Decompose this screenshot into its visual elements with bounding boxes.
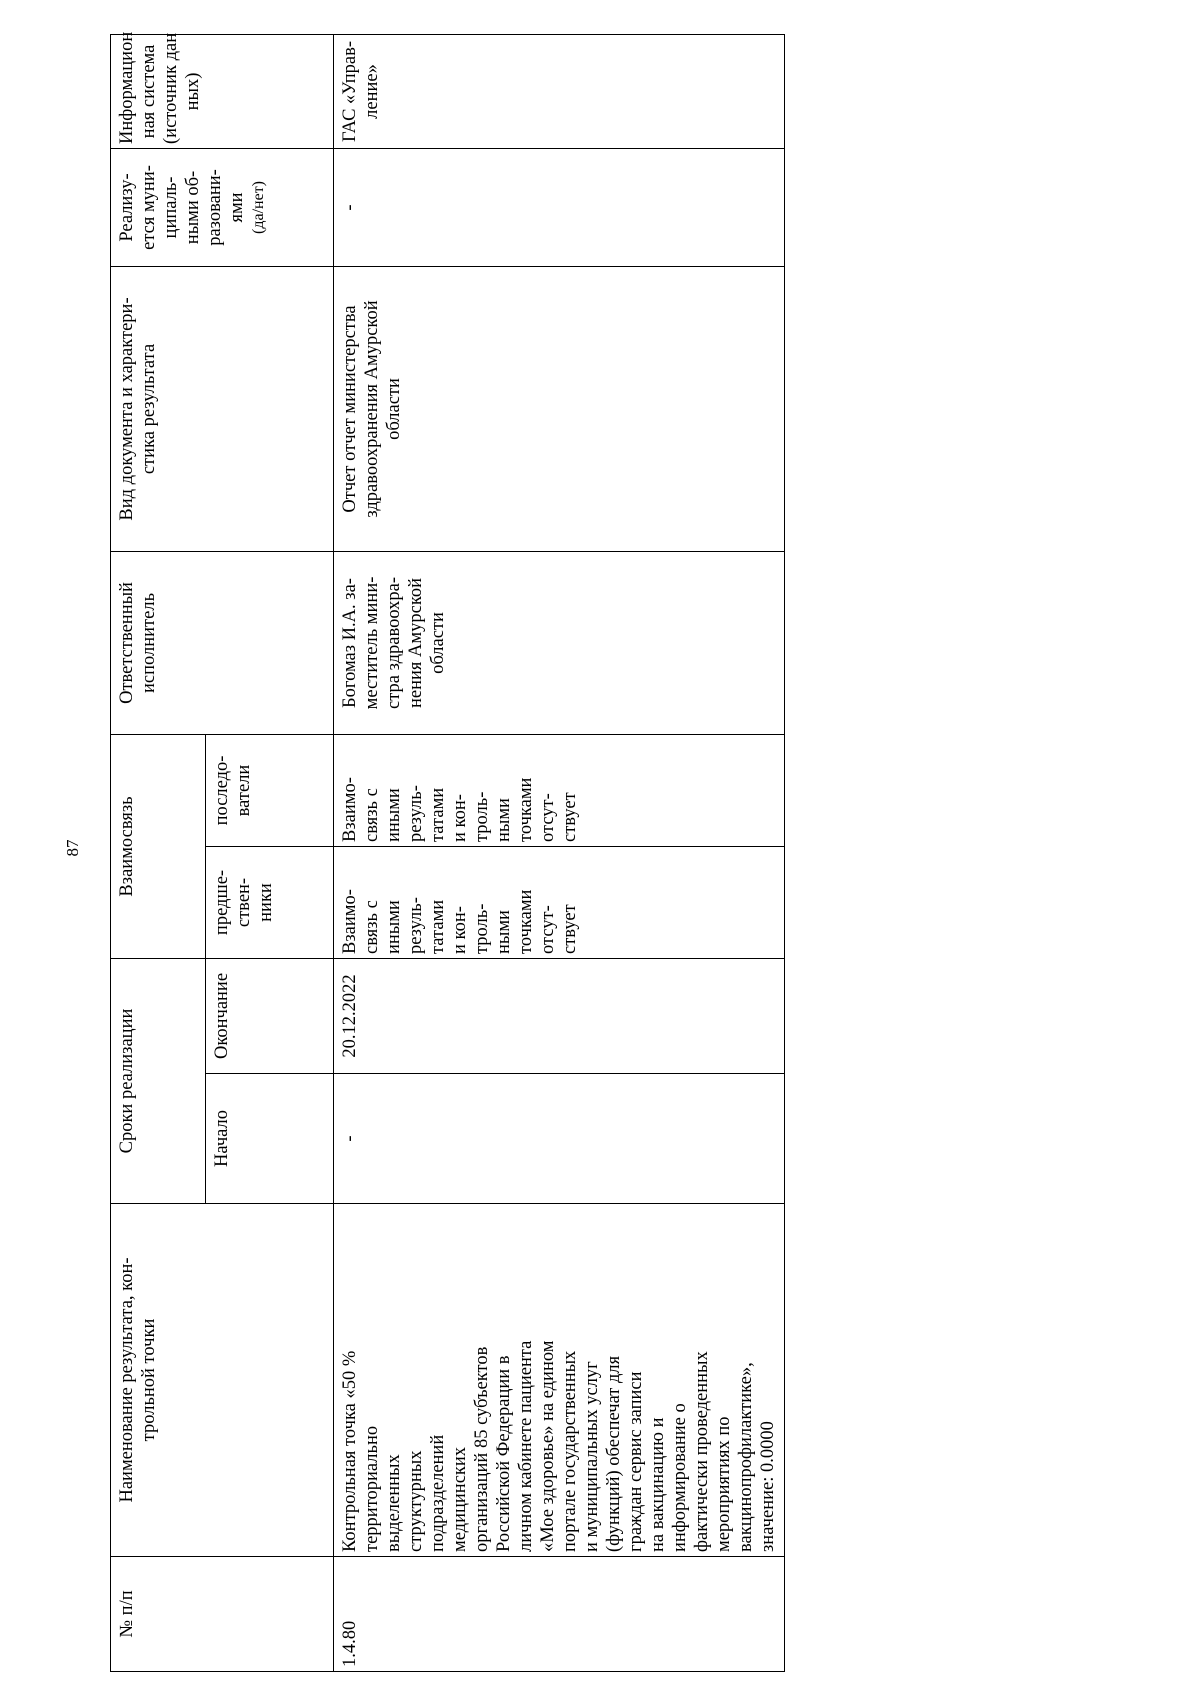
- row-num: 1.4.80: [334, 1557, 785, 1672]
- rotated-table-container: [110, 31, 1048, 1672]
- results-table: [110, 31, 1140, 1672]
- table-row: [334, 34, 785, 1671]
- row-document: Отчет отчет министерства здравоохранения Амурской области: [334, 266, 785, 551]
- row-start: -: [334, 1074, 785, 1204]
- header-infosystem: Информацион ная система (источник дан ных): [111, 34, 334, 148]
- row-end: 20.12.2022: [334, 959, 785, 1074]
- header-row-1: [111, 34, 206, 1671]
- row-infosystem: ГАС «Управ- ление»: [334, 34, 785, 148]
- page-number: 87: [63, 839, 82, 857]
- header-executor: Ответственный исполнитель: [111, 551, 334, 734]
- header-terms: Сроки реализации: [111, 959, 206, 1204]
- row-executor: Богомаз И.А. за- меститель мини- стра здравоохра- нения Амурской области: [334, 551, 785, 734]
- header-document: Вид документа и характери- стика результата: [111, 266, 334, 551]
- header-end: Окончание: [206, 959, 334, 1074]
- row-municipal: -: [334, 148, 785, 266]
- header-successors: последо- ватели: [206, 734, 334, 846]
- table-continuation: [785, 34, 1141, 1671]
- header-municipal: Реализу- ется муни- ципаль- ными об- разовани- ями (да/нет): [111, 148, 334, 266]
- header-num: № п/п: [111, 1557, 334, 1672]
- header-predecessors: предше- ствен- ники: [206, 847, 334, 959]
- row-predecessors: Взаимо- связь с иными резуль- татами и кон- троль- ными точками отсут- ствует: [334, 847, 785, 959]
- header-start: Начало: [206, 1074, 334, 1204]
- header-name: Наименование результата, кон- трольной точки: [111, 1204, 334, 1557]
- header-relation: Взаимосвязь: [111, 734, 206, 958]
- row-name: Контрольная точка «50 % территориально выделенных структурных подразделений медицинских организаций 85 субъектов Российской Федерации в личном кабинете пациента «Мое здоровье» на едином портале государственных и муниципальных услуг (функций) обеспечат для граждан сервис записи на вакцинацию и информирование о фактически проведенных мероприятиях по вакцинопрофилактике», значение: 0.0000: [334, 1204, 785, 1557]
- row-successors: Взаимо- связь с иными резуль- татами и кон- троль- ными точками отсут- ствует: [334, 734, 785, 846]
